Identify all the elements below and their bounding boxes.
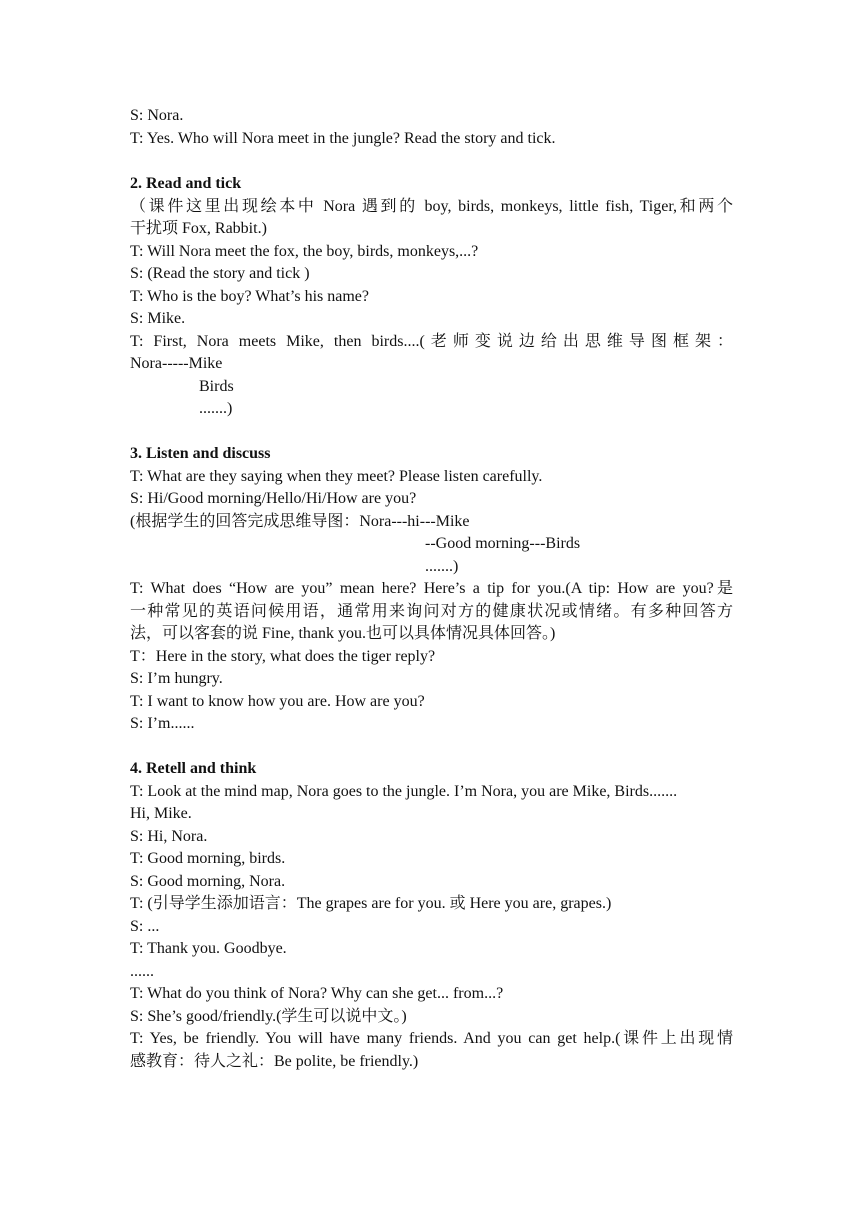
text-line: T: (引导学生添加语言：The grapes are for you. 或 Here you are, grapes.): [130, 895, 612, 912]
text-line: S: ...: [130, 918, 160, 935]
text-line: S: Hi, Nora.: [130, 828, 208, 845]
text-line: S: Mike.: [130, 310, 186, 327]
text-line: 干扰项 Fox, Rabbit.): [130, 220, 267, 237]
text-line: （课件这里出现绘本中 Nora 遇到的 boy, birds, monkeys, little fish, Tiger,和两个: [130, 198, 733, 215]
text-line: T: What does “How are you” mean here? Here’s a tip for you.(A tip: How are you?是: [130, 580, 733, 597]
text-line: S: I’m......: [130, 715, 195, 732]
text-line: T: What do you think of Nora? Why can she get... from...?: [130, 985, 504, 1002]
mind-map-item: --Good morning---Birds: [425, 535, 581, 552]
mind-map-item: .......): [199, 400, 233, 417]
text-line: T: First, Nora meets Mike, then birds....(老师变说边给出思维导图框架：: [130, 333, 733, 350]
section-heading: 4. Retell and think: [130, 760, 257, 777]
text-line: 感教育：待人之礼：Be polite, be friendly.): [130, 1053, 419, 1070]
text-line: 一种常见的英语问候用语，通常用来询问对方的健康状况或情绪。有多种回答方: [130, 603, 733, 620]
text-line: (根据学生的回答完成思维导图：Nora---hi---Mike: [130, 513, 470, 530]
section-heading: 3. Listen and discuss: [130, 445, 271, 462]
text-line: S: Hi/Good morning/Hello/Hi/How are you?: [130, 490, 417, 507]
mind-map-item: Birds: [199, 378, 234, 395]
mind-map-item: .......): [425, 558, 459, 575]
text-line: Nora-----Mike: [130, 355, 223, 372]
text-line: T: Will Nora meet the fox, the boy, birds, monkeys,...?: [130, 243, 479, 260]
text-line: T: Yes. Who will Nora meet in the jungle? Read the story and tick.: [130, 130, 556, 147]
text-line: S: Good morning, Nora.: [130, 873, 286, 890]
text-line: T: Yes, be friendly. You will have many friends. And you can get help.(课件上出现情: [130, 1030, 733, 1047]
text-line: S: I’m hungry.: [130, 670, 223, 687]
text-line: T: What are they saying when they meet? Please listen carefully.: [130, 468, 543, 485]
text-line: ......: [130, 963, 154, 980]
text-line: T: Good morning, birds.: [130, 850, 286, 867]
text-line: S: She’s good/friendly.(学生可以说中文。): [130, 1008, 407, 1025]
text-line: 法，可以客套的说 Fine, thank you.也可以具体情况具体回答。): [130, 625, 556, 642]
text-line: S: (Read the story and tick ): [130, 265, 310, 282]
text-line: T: Who is the boy? What’s his name?: [130, 288, 370, 305]
text-line: S: Nora.: [130, 107, 184, 124]
text-line: T: I want to know how you are. How are you?: [130, 693, 425, 710]
section-heading: 2. Read and tick: [130, 175, 242, 192]
text-line: Hi, Mike.: [130, 805, 192, 822]
text-line: T：Here in the story, what does the tiger reply?: [130, 648, 436, 665]
text-line: T: Look at the mind map, Nora goes to the jungle. I’m Nora, you are Mike, Birds.......: [130, 783, 678, 800]
text-line: T: Thank you. Goodbye.: [130, 940, 287, 957]
